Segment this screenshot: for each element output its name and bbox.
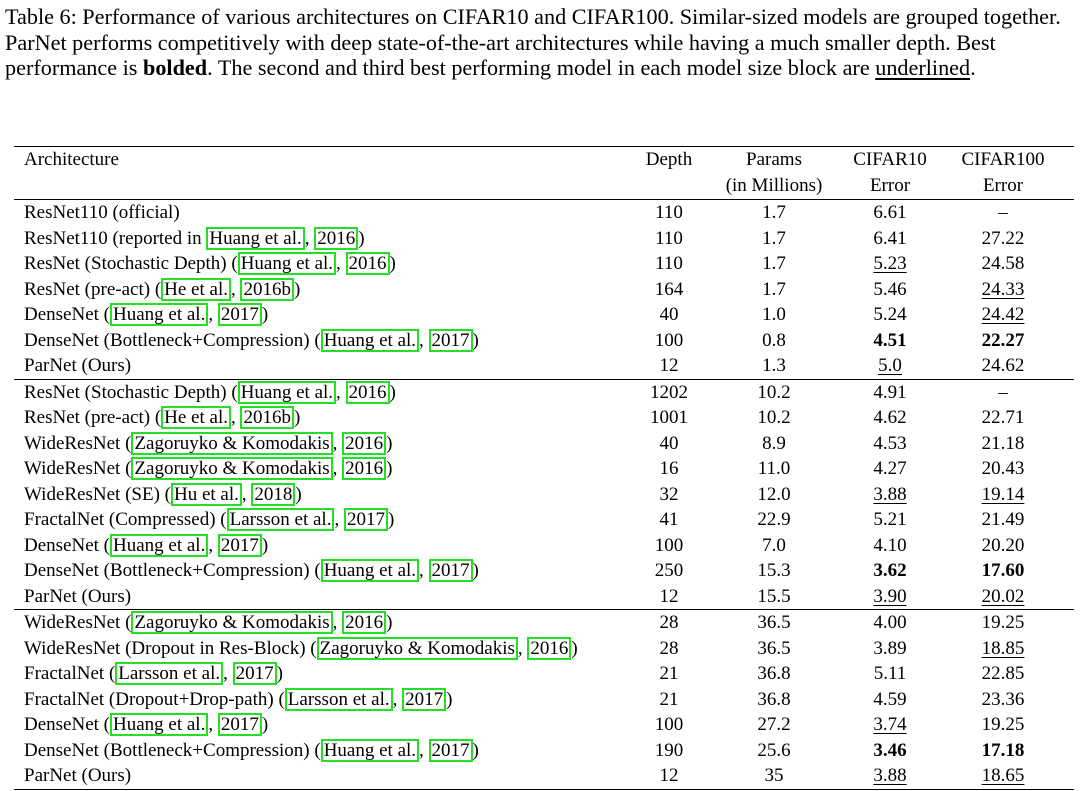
params-cell: 25.6 [757, 739, 791, 761]
citation-year-link[interactable]: 2016 [314, 227, 358, 250]
citation-author-link[interactable]: Larsson et al. [115, 662, 223, 685]
params-cell: 36.8 [757, 663, 791, 684]
table-row [14, 661, 1074, 687]
params-cell: 12.0 [757, 483, 791, 505]
cifar10-error-cell: 3.88 [873, 765, 907, 786]
architecture-cell: WideResNet (Dropout in Res-Block) ( Zagoruyko & Komodakis , 2016 ) [24, 637, 578, 659]
cifar10-error-cell: 4.00 [873, 612, 907, 633]
citation-author-link[interactable]: Huang et al. [238, 252, 336, 275]
architecture-cell: DenseNet ( Huang et al. , 2017 ) [24, 714, 269, 735]
citation-author-link[interactable]: Huang et al. [110, 303, 208, 326]
params-cell: 10.2 [757, 381, 791, 403]
citation-author-link[interactable]: Huang et al. [206, 227, 304, 250]
depth-cell: 21 [659, 663, 679, 684]
depth-cell: 100 [654, 714, 684, 735]
depth-cell: 250 [654, 560, 684, 581]
architecture-cell [24, 353, 131, 379]
architecture-name: WideResNet (Dropout in Res-Block) [24, 637, 311, 659]
depth-cell: 12 [659, 355, 679, 376]
table-row [14, 738, 1074, 764]
params-cell: 1.7 [762, 202, 786, 223]
header-cifar10: CIFAR10 [853, 149, 927, 170]
architecture-name: ParNet (Ours) [24, 355, 132, 376]
cifar100-error-cell: 18.85 [981, 637, 1025, 659]
depth-cell: 110 [655, 253, 683, 274]
cifar100-error-cell: 17.60 [981, 560, 1025, 581]
architecture-cell: WideResNet ( Zagoruyko & Komodakis , 2016 ) [24, 458, 393, 479]
architecture-tail: ) [358, 227, 365, 249]
table-body [14, 200, 1074, 789]
architecture-name: ParNet (Ours) [24, 765, 132, 786]
table-header [14, 147, 1074, 199]
architecture-name: WideResNet (SE) [24, 483, 165, 505]
architecture-name: ResNet (pre-act) [24, 407, 155, 428]
params-cell: 36.8 [757, 688, 791, 710]
depth-cell: 12 [659, 765, 679, 786]
architecture-cell: DenseNet (Bottleneck+Compression) ( Huang et al. , 2017 ) [24, 329, 479, 351]
cifar10-error-cell: 6.61 [873, 202, 907, 223]
cifar10-error-cell: 3.90 [873, 585, 907, 607]
architecture-name: DenseNet (Bottleneck+Compression) [24, 739, 315, 761]
cifar10-error-cell: 5.11 [873, 663, 907, 684]
cifar10-error-cell: 4.62 [873, 407, 907, 428]
architecture-cell: ResNet (pre-act) ( He et al. , 2016b ) [24, 278, 301, 300]
architecture-name: FractalNet (Dropout+Drop-path) [24, 688, 279, 710]
citation-year-link[interactable]: 2017 [218, 713, 262, 736]
header-architecture: Architecture [24, 149, 119, 170]
table-row [14, 456, 1074, 482]
cifar100-error-cell: 22.27 [981, 329, 1025, 351]
caption-bolded-word: bolded [143, 55, 208, 81]
params-cell: 1.3 [762, 355, 786, 376]
table-bottom-rule [14, 789, 1074, 790]
cifar100-error-cell: 24.58 [981, 253, 1025, 274]
table-row [14, 277, 1074, 303]
table-row [14, 302, 1074, 328]
table-row [14, 533, 1074, 559]
depth-cell: 21 [659, 688, 679, 710]
table-row [14, 200, 1074, 226]
cifar100-error-cell: 20.02 [981, 585, 1025, 607]
results-table [14, 146, 1074, 790]
depth-cell: 28 [659, 612, 679, 633]
depth-cell: 32 [659, 483, 679, 505]
citation-author-link[interactable]: Zagoruyko & Komodakis [317, 637, 518, 660]
cifar100-error-cell: 21.18 [981, 432, 1025, 454]
citation-year-link[interactable]: 2017 [218, 534, 262, 557]
params-cell: 36.5 [757, 612, 791, 633]
cifar100-error-cell: 21.49 [981, 509, 1025, 530]
depth-cell: 110 [655, 202, 683, 223]
caption-prefix: Table 6: Performance of various architectures on CIFAR10 and CIFAR100. Similar-sized models are grouped together. ParNet performs competitively with deep state-of-the-art architectures while having a much smaller depth. Best performance is [5, 4, 1061, 81]
caption-middle: . The second and third best performing model in each model size block are [207, 55, 876, 81]
cifar100-error-cell: 19.25 [981, 714, 1025, 735]
cifar10-error-cell: 3.88 [873, 483, 907, 505]
table-row [14, 380, 1074, 406]
table-caption [5, 4, 1075, 81]
depth-cell: 110 [655, 227, 683, 249]
architecture-name: WideResNet [24, 612, 126, 633]
cifar10-error-cell: 3.89 [873, 637, 907, 659]
citation-year-link[interactable]: 2016 [346, 381, 390, 404]
cifar100-error-cell: 24.62 [981, 355, 1025, 376]
cifar10-error-cell: 4.27 [873, 458, 907, 479]
architecture-name: ResNet (Stochastic Depth) [24, 253, 232, 274]
depth-cell: 41 [659, 509, 679, 530]
citation-author-link[interactable]: Larsson et al. [285, 688, 393, 711]
params-cell: 15.5 [757, 585, 791, 607]
table-row [14, 584, 1074, 610]
citation-year-link[interactable]: 2016 [342, 457, 386, 480]
architecture-cell: WideResNet (SE) ( Hu et al. , 2018 ) [24, 483, 302, 505]
cifar100-error-cell: 19.25 [981, 612, 1025, 633]
cifar100-error-cell: 17.18 [981, 739, 1025, 761]
cifar10-error-cell: 4.10 [873, 534, 907, 556]
table-row [14, 482, 1074, 508]
params-cell: 1.0 [762, 304, 786, 325]
table-row [14, 712, 1074, 738]
params-cell: 10.2 [757, 407, 791, 428]
table-row [14, 763, 1074, 789]
depth-cell: 100 [654, 329, 684, 351]
architecture-name: ResNet110 (reported in [24, 227, 207, 249]
cifar10-error-cell: 3.74 [873, 714, 907, 735]
depth-cell: 164 [654, 278, 684, 300]
table-row [14, 226, 1074, 252]
citation-author-link[interactable]: He et al. [161, 278, 231, 301]
header-params-unit: (in Millions) [725, 175, 823, 196]
citation-author-link[interactable]: He et al. [161, 406, 231, 429]
cifar10-error-cell: 5.0 [878, 355, 902, 376]
architecture-name: ResNet110 (official) [24, 202, 180, 223]
architecture-name: WideResNet [24, 432, 126, 454]
cifar10-error-cell: 3.46 [873, 739, 907, 761]
architecture-name: WideResNet [24, 458, 126, 479]
citation-year-link[interactable]: 2016 [342, 432, 386, 455]
table-row [14, 610, 1074, 636]
architecture-name: DenseNet [24, 714, 104, 735]
cifar100-error-cell: – [998, 202, 1008, 223]
cifar10-error-cell: 5.21 [873, 509, 907, 530]
cifar100-error-cell: 22.85 [981, 663, 1025, 684]
params-cell: 35 [764, 765, 784, 786]
cifar100-error-cell: 23.36 [981, 688, 1025, 710]
citation-year-link[interactable]: 2016b [240, 278, 294, 301]
params-cell: 0.8 [762, 329, 786, 351]
cifar10-error-cell: 4.51 [873, 329, 907, 351]
citation-year-link[interactable]: 2016b [240, 406, 294, 429]
header-depth: Depth [645, 149, 693, 170]
architecture-name: DenseNet (Bottleneck+Compression) [24, 329, 315, 351]
table-row [14, 328, 1074, 354]
citation-author-link[interactable]: Hu et al. [171, 483, 242, 506]
cifar10-error-cell: 6.41 [873, 227, 907, 249]
citation-year-link[interactable]: 2016 [342, 611, 386, 634]
citation-year-link[interactable]: 2017 [429, 329, 473, 352]
params-cell: 22.9 [757, 509, 791, 530]
citation-author-link[interactable]: Zagoruyko & Komodakis [131, 432, 332, 455]
architecture-cell: DenseNet (Bottleneck+Compression) ( Huang et al. , 2017 ) [24, 739, 479, 761]
architecture-name: DenseNet [24, 534, 104, 556]
params-cell: 1.7 [762, 278, 786, 300]
architecture-name: ResNet (Stochastic Depth) [24, 381, 232, 403]
depth-cell: 40 [659, 304, 679, 325]
cifar10-error-cell: 3.62 [873, 560, 907, 581]
architecture-cell: FractalNet ( Larsson et al. , 2017 ) [24, 663, 283, 684]
architecture-cell: ResNet (Stochastic Depth) ( Huang et al. , 2016 ) [24, 381, 396, 403]
depth-cell: 1001 [650, 407, 688, 428]
architecture-cell: FractalNet (Dropout+Drop-path) ( Larsson et al. , 2017 ) [24, 688, 453, 710]
architecture-name: FractalNet [24, 663, 109, 684]
cifar10-error-cell: 5.46 [873, 278, 907, 300]
architecture-cell [24, 200, 180, 226]
params-cell: 1.7 [762, 253, 786, 274]
architecture-cell: DenseNet (Bottleneck+Compression) ( Huang et al. , 2017 ) [24, 560, 479, 581]
depth-cell: 1202 [650, 381, 688, 403]
header-row-2 [14, 173, 1074, 199]
architecture-cell [24, 584, 131, 610]
header-cifar100-error: Error [982, 175, 1024, 196]
architecture-name: ResNet (pre-act) [24, 278, 155, 300]
cifar100-error-cell: 27.22 [981, 227, 1025, 249]
citation-year-link[interactable]: 2017 [233, 662, 277, 685]
citation-author-link[interactable]: Larsson et al. [227, 508, 335, 531]
params-cell: 8.9 [762, 432, 786, 454]
architecture-cell [24, 763, 131, 789]
table-row [14, 687, 1074, 713]
cifar100-error-cell: 20.43 [981, 458, 1025, 479]
depth-cell: 100 [654, 534, 684, 556]
params-cell: 1.7 [762, 227, 786, 249]
cifar10-error-cell: 4.53 [873, 432, 907, 454]
header-cifar10-error: Error [869, 175, 911, 196]
table-row [14, 558, 1074, 584]
cifar10-error-cell: 4.91 [873, 381, 907, 403]
citation-author-link[interactable]: Huang et al. [110, 713, 208, 736]
citation-year-link[interactable]: 2017 [218, 303, 262, 326]
params-cell: 11.0 [757, 458, 791, 479]
header-params: Params [746, 149, 802, 170]
citation-year-link[interactable]: 2017 [429, 559, 473, 582]
cifar10-error-cell: 4.59 [873, 688, 907, 710]
table-row [14, 636, 1074, 662]
cifar100-error-cell: 24.42 [981, 304, 1025, 325]
citation-year-link[interactable]: 2016 [527, 637, 571, 660]
cifar100-error-cell: 19.14 [981, 483, 1025, 505]
architecture-name: DenseNet [24, 304, 104, 325]
architecture-cell: WideResNet ( Zagoruyko & Komodakis , 2016 ) [24, 612, 393, 633]
citation-author-link[interactable]: Huang et al. [238, 381, 336, 404]
params-cell: 36.5 [757, 637, 791, 659]
caption-underlined-word: underlined [875, 55, 971, 81]
architecture-name: FractalNet (Compressed) [24, 509, 221, 530]
table-row [14, 431, 1074, 457]
depth-cell: 190 [654, 739, 684, 761]
params-cell: 7.0 [762, 534, 786, 556]
depth-cell: 12 [659, 585, 679, 607]
architecture-cell: DenseNet ( Huang et al. , 2017 ) [24, 534, 269, 556]
citation-author-link[interactable]: Zagoruyko & Komodakis [131, 457, 332, 480]
table-row [14, 251, 1074, 277]
header-cifar100: CIFAR100 [961, 149, 1045, 170]
citation-year-link[interactable]: 2017 [344, 508, 388, 531]
table-row [14, 353, 1074, 379]
citation-year-link[interactable]: 2017 [402, 688, 446, 711]
header-row-1 [14, 147, 1074, 173]
depth-cell: 16 [659, 458, 679, 479]
params-cell: 15.3 [757, 560, 791, 581]
citation-author-link[interactable]: Huang et al. [321, 329, 419, 352]
depth-cell: 28 [659, 637, 679, 659]
citation-author-link[interactable]: Huang et al. [110, 534, 208, 557]
cifar100-error-cell: 20.20 [981, 534, 1025, 556]
cifar10-error-cell: 5.24 [873, 304, 907, 325]
depth-cell: 40 [659, 432, 679, 454]
architecture-cell: ResNet (Stochastic Depth) ( Huang et al. , 2016 ) [24, 253, 396, 274]
citation-year-link[interactable]: 2017 [429, 739, 473, 762]
architecture-name: DenseNet (Bottleneck+Compression) [24, 560, 315, 581]
cifar100-error-cell: 22.71 [981, 407, 1025, 428]
table-row [14, 405, 1074, 431]
architecture-cell: DenseNet ( Huang et al. , 2017 ) [24, 304, 269, 325]
architecture-cell: WideResNet ( Zagoruyko & Komodakis , 2016 ) [24, 432, 393, 454]
citation-year-link[interactable]: 2016 [346, 252, 390, 275]
cifar10-error-cell: 5.23 [873, 253, 907, 274]
table-row [14, 507, 1074, 533]
params-cell: 27.2 [757, 714, 791, 735]
citation-author-link[interactable]: Huang et al. [321, 559, 419, 582]
citation-author-link[interactable]: Zagoruyko & Komodakis [131, 611, 332, 634]
citation-year-link[interactable]: 2018 [251, 483, 295, 506]
cifar100-error-cell: 18.65 [981, 765, 1025, 786]
architecture-cell: FractalNet (Compressed) ( Larsson et al. , 2017 ) [24, 509, 395, 530]
cifar100-error-cell: – [998, 381, 1008, 403]
citation-author-link[interactable]: Huang et al. [321, 739, 419, 762]
architecture-cell: ResNet110 (reported in Huang et al. , 2016 ) [24, 227, 365, 249]
architecture-cell: ResNet (pre-act) ( He et al. , 2016b ) [24, 407, 301, 428]
caption-suffix: . [970, 55, 976, 81]
cifar100-error-cell: 24.33 [981, 278, 1025, 300]
architecture-name: ParNet (Ours) [24, 585, 132, 607]
